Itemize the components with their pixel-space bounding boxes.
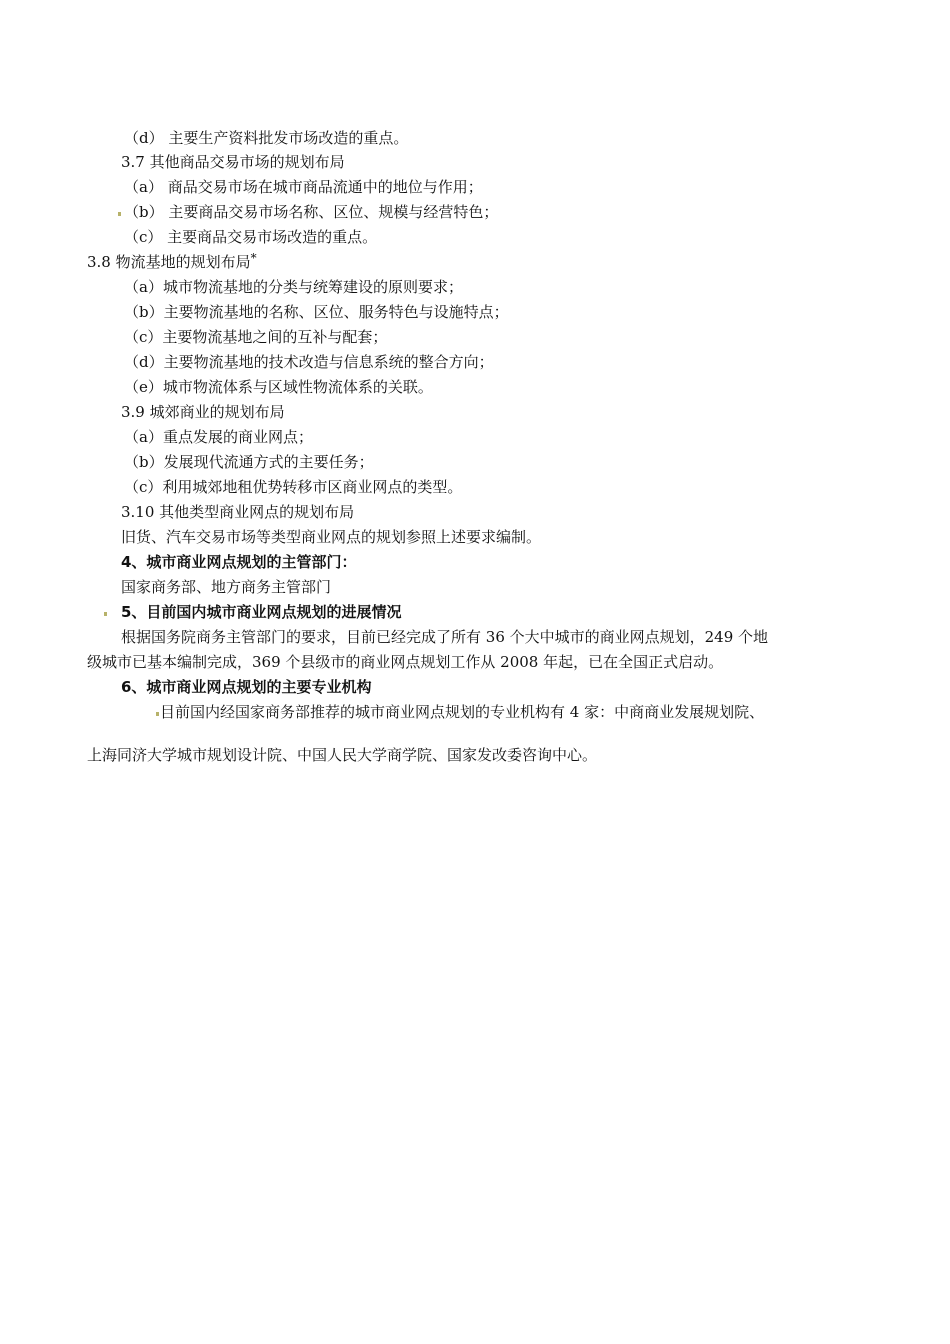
section-6-body-line-2: 上海同济大学城市规划设计院、中国人民大学商学院、国家发改委咨询中心。 xyxy=(87,746,598,764)
item-3-8-b: （b）主要物流基地的名称、区位、服务特色与设施特点； xyxy=(124,303,509,321)
section-3-7-title: 3.7 其他商品交易市场的规划布局 xyxy=(121,153,345,171)
item-3-8-a: （a）城市物流基地的分类与统筹建设的原则要求； xyxy=(124,278,463,296)
section-3-8-title xyxy=(87,251,257,272)
section-4-body: 国家商务部、地方商务主管部门 xyxy=(121,578,332,596)
section-5-body-line-1: 根据国务院商务主管部门的要求，目前已经完成了所有 36 个大中城市的商业网点规划，249 个地 xyxy=(121,628,769,646)
item-3-6-d: （d） 主要生产资料批发市场改造的重点。 xyxy=(124,129,409,147)
section-6-body-line-1: 目前国内经国家商务部推荐的城市商业网点规划的专业机构有 4 家：中商商业发展规划院、 xyxy=(160,703,765,721)
decorative-dot xyxy=(104,612,107,616)
star-mark: * xyxy=(250,251,257,265)
item-3-8-e: （e）城市物流体系与区域性物流体系的关联。 xyxy=(124,378,433,396)
item-3-7-c: （c） 主要商品交易市场改造的重点。 xyxy=(124,228,378,246)
section-4-title: 4、城市商业网点规划的主管部门： xyxy=(121,553,357,571)
section-6-title: 6、城市商业网点规划的主要专业机构 xyxy=(121,678,372,696)
section-5-body-line-2: 级城市已基本编制完成，369 个县级市的商业网点规划工作从 2008 年起，已在全国正式启动。 xyxy=(87,653,724,671)
item-3-7-b: （b） 主要商品交易市场名称、区位、规模与经营特色； xyxy=(124,203,499,221)
decorative-dot xyxy=(156,712,159,716)
section-5-title: 5、目前国内城市商业网点规划的进展情况 xyxy=(121,603,402,621)
item-3-9-b: （b）发展现代流通方式的主要任务； xyxy=(124,453,374,471)
decorative-dot xyxy=(118,212,121,216)
section-3-10-body: 旧货、汽车交易市场等类型商业网点的规划参照上述要求编制。 xyxy=(121,528,542,546)
item-3-8-c: （c）主要物流基地之间的互补与配套； xyxy=(124,328,388,346)
item-3-9-a: （a）重点发展的商业网点； xyxy=(124,428,313,446)
item-3-8-d: （d）主要物流基地的技术改造与信息系统的整合方向； xyxy=(124,353,494,371)
section-3-10-title: 3.10 其他类型商业网点的规划布局 xyxy=(121,503,355,521)
section-3-9-title: 3.9 城郊商业的规划布局 xyxy=(121,403,285,421)
section-3-8-title-text: 3.8 物流基地的规划布局 xyxy=(87,253,251,271)
item-3-7-a: （a） 商品交易市场在城市商品流通中的地位与作用； xyxy=(124,178,483,196)
item-3-9-c: （c）利用城郊地租优势转移市区商业网点的类型。 xyxy=(124,478,463,496)
